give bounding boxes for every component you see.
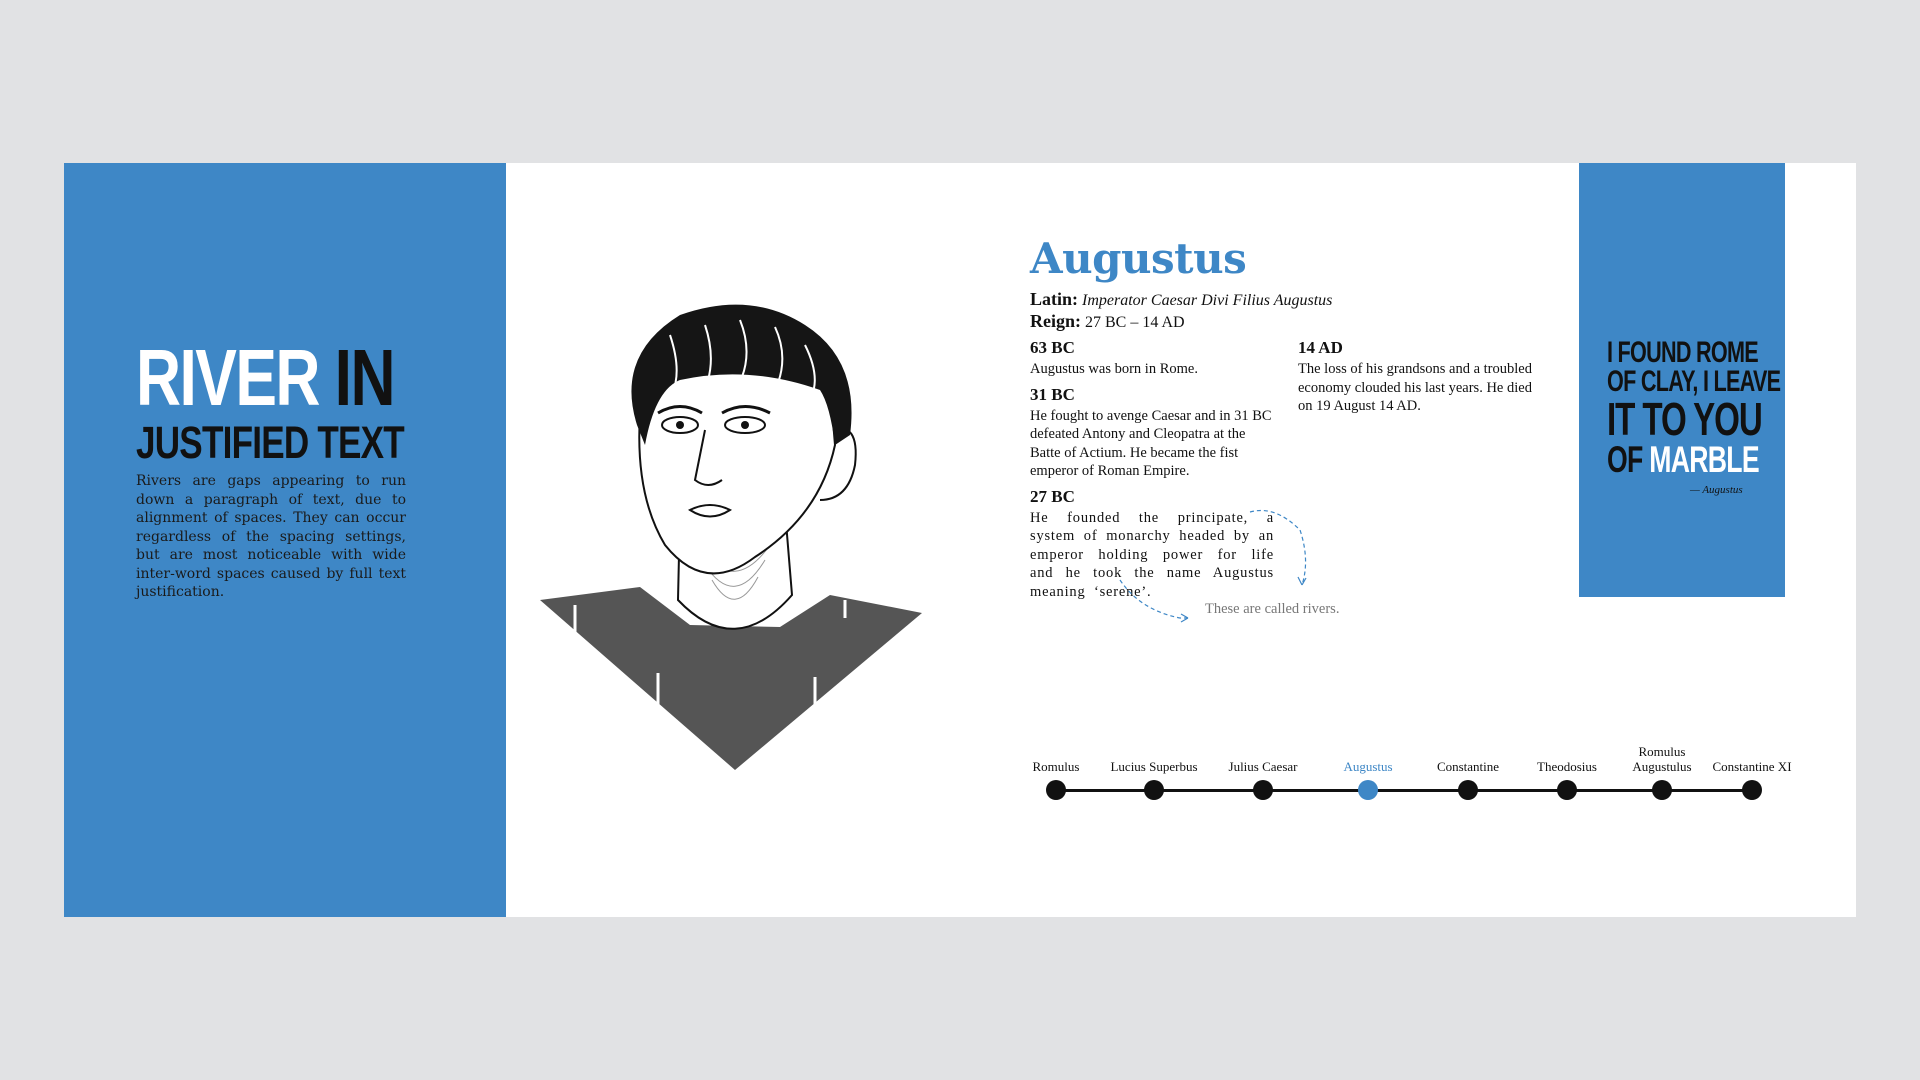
timeline-node [1253,780,1273,800]
quote-line-2: OF CLAY, I LEAVE [1607,365,1781,399]
timeline-label: Romulus Augustulus [1632,744,1692,774]
event-text: Augustus was born in Rome. [1030,361,1198,377]
timeline-node [1358,780,1378,800]
profile-name: Augustus [1030,234,1247,283]
event-year: 63 BC [1030,338,1075,357]
timeline [1030,740,1792,800]
timeline-label: Theodosius [1537,759,1597,774]
event-text: He fought to avenge Caesar and in 31 BC defeated Antony and Cleopatra at the Batte of Actium. He became the fist emperor of Roman Empire. [1030,407,1272,479]
timeline-node [1652,780,1672,800]
timeline-label: Constantine [1436,759,1500,774]
headline [136,333,480,468]
intro-paragraph: Rivers are gaps appearing to run down a paragraph of text, due to alignment of spaces. They can occur regardless of the spacing settings, but are most noticeable with wide inter-word spaces caused by full text justification. [136,473,406,600]
timeline-node [1046,780,1066,800]
timeline-label: Romulus [1032,759,1080,774]
headline-line-2: JUSTIFIED TEXT [136,417,404,468]
face [639,371,835,573]
headline-word-river: RIVER [136,333,319,422]
profile-latin: Latin: Imperator Caesar Divi Filius Augustus [1030,289,1333,309]
profile-reign: Reign: 27 BC – 14 AD [1030,311,1185,331]
quote-line-3: IT TO YOU [1607,392,1762,445]
timeline-label: Lucius Superbus [1110,759,1198,774]
quote-line-4: OF MARBLE [1607,438,1759,480]
emperor-portrait-illustration [530,295,930,775]
rivers-note: These are called rivers. [1205,601,1340,617]
event-text: The loss of his grandsons and a troubled economy clouded his last years. He died on 19 August 14 AD. [1298,361,1532,414]
event-year: 27 BC [1030,486,1075,506]
events-column-right [1298,338,1548,422]
quote-line-1: I FOUND ROME [1607,336,1758,369]
quote [1607,338,1848,478]
event-text-justified: He founded the principate, a system of monarchy headed by an emperor holding power for life and he took the name Augustus meaning ‘serene’. [1030,509,1274,600]
event-year: 14 AD [1298,338,1343,357]
timeline-label: Constantine XI [1712,759,1792,774]
timeline-node [1742,780,1762,800]
quote-attribution: — Augustus [1690,484,1743,496]
timeline-node [1144,780,1164,800]
timeline-node [1458,780,1478,800]
headline-word-in: IN [318,333,394,422]
event-year: 31 BC [1030,384,1075,404]
timeline-label: Augustus [1343,759,1393,774]
timeline-node [1557,780,1577,800]
timeline-label: Julius Caesar [1228,759,1298,774]
